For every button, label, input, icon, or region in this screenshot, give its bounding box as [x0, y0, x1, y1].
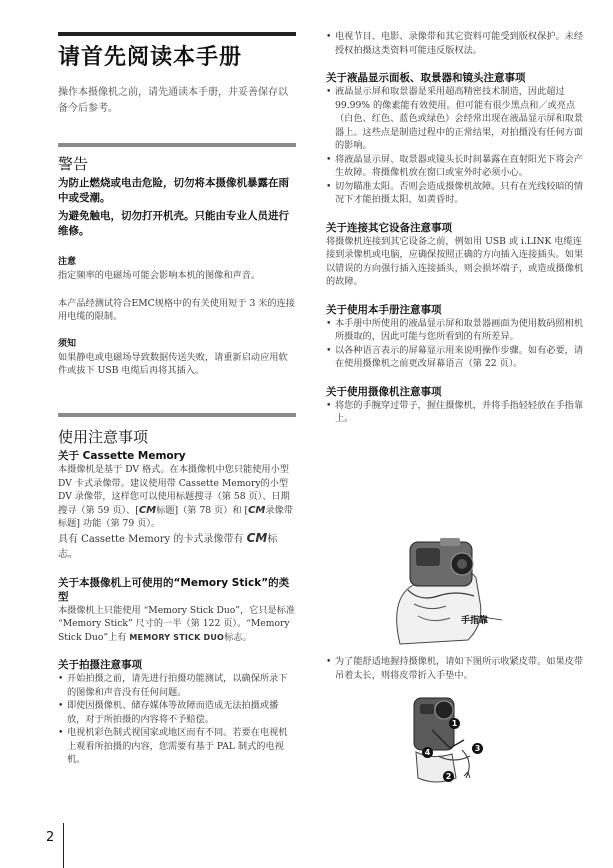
list-item: • 切勿瞄准太阳。否则会造成摄像机故障。只有在光线较暗的情况下才能拍摄太阳，如黄昏时。: [326, 180, 589, 207]
page-number: 2: [46, 830, 55, 845]
connect-text: 将摄像机连接到其它设备之前，例如用 USB 或 i.LINK 电缆连接到录像机或电脑，应确保按照正确的方向插入连接插头。如果以错误的方向强行插入连接插头，则会损坏端子，或造成摄像机的故障。: [326, 235, 584, 287]
camera-grip-illustration: [380, 532, 520, 652]
camera-list-1: [326, 399, 589, 426]
camera-heading: 关于使用摄像机注意事项: [326, 385, 442, 398]
warning-rule: [58, 143, 296, 147]
lcd-heading: 关于液晶显示面板、取景器和镜头注意事项: [326, 72, 526, 84]
memory-stick-duo-logo-icon: MEMORY STICK DUO: [129, 632, 225, 642]
copyright-list: [326, 30, 589, 57]
list-item: • 以各种语言表示的屏幕显示用来说明操作步骤。如有必要，请在使用摄像机之前更改屏幕语言（第 22 页）。: [326, 344, 589, 371]
list-item: • 即使因摄像机、储存媒体等故障而造成无法拍摄或播放，对于所拍摄的内容将不予赔偿。: [58, 699, 296, 726]
memory-stick-text: [58, 604, 296, 645]
notice-text: 如果静电或电磁场导致数据传送失败，请重新启动应用软件或拔下 USB 电缆后再将其插入。: [58, 351, 288, 376]
warning-line-2: 为避免触电，切勿打开机壳。只能由专业人员进行维修。: [58, 210, 289, 237]
cassette-logo-line: [58, 531, 296, 562]
list-item: • 电视节目、电影、录像带和其它资料可能受到版权保护。未经授权拍摄这类资料可能违反版权法。: [326, 30, 589, 57]
notice-heading: 须知: [58, 338, 77, 349]
cassette-text-part1: 本摄像机是基于 DV 格式。在本摄像机中您只能使用小型 DV 卡式录像带。建议使用带 Cassette Memory的小型 DV 录像带，这样您可以使用标题搜寻（第 58 页）、日期搜寻（第 59 页）、[: [58, 464, 290, 516]
warning-section: [58, 143, 296, 378]
memory-stick-suffix: 标志。: [224, 631, 252, 643]
cassette-text-part2: 标题]（第 78 页）和 [: [156, 504, 249, 516]
list-item: • 将液晶显示屏、取景器或镜头长时间暴露在直射阳光下将会产生故障。将摄像机放在窗口或室外时必须小心。: [326, 153, 589, 180]
step-1-badge: 1: [449, 718, 460, 729]
cassette-text-part3: 录像带标题] 功能（第 79 页）。: [58, 504, 293, 529]
camera-grip-icon: [380, 532, 520, 652]
memory-stick-heading: 关于本摄像机上可使用的“Memory Stick”的类型: [58, 576, 290, 603]
intro-block: [58, 85, 296, 117]
list-item: • 为了能舒适地握持摄像机，请如下图所示收紧皮带。如果皮带吊着太长，则将皮带折入手垫中。: [326, 655, 589, 682]
recording-list: [58, 672, 296, 767]
step-2-badge: 2: [443, 771, 454, 782]
cassette-memory-text: [58, 463, 296, 531]
camera-list-2-wrap: [326, 655, 589, 682]
finger-rest-label: 手指靠: [461, 616, 489, 626]
list-item: • 开始拍摄之前，请先进行拍摄功能测试，以确保所录下的图像和声音没有任何问题。: [58, 672, 296, 699]
warning-heading: 警告: [58, 155, 89, 173]
cassette-logo-suffix: 标志。: [58, 533, 278, 560]
cassette-memory-heading: 关于 Cassette Memory: [58, 450, 186, 462]
memory-stick-text-main: 本摄像机上只能使用 “Memory Stick Duo”，它只是标准 “Memory Stick” 尺寸的一半（第 122 页）。“Memory Stick Duo”上有: [58, 604, 296, 643]
note-text: 指定频率的电磁场可能会影响本机的图像和声音。: [58, 270, 261, 281]
warning-line-1: 为防止燃烧或电击危险，切勿将本摄像机暴露在雨中或受潮。: [58, 177, 289, 204]
manual-heading: 关于使用本手册注意事项: [326, 303, 442, 316]
cm-logo-icon: CM: [246, 530, 268, 545]
cm-logo-icon: CM: [248, 504, 266, 516]
connect-heading: 关于连接其它设备注意事项: [326, 221, 452, 234]
usage-section: [58, 413, 296, 767]
usage-heading: 使用注意事项: [58, 428, 149, 446]
page-number-rule: [63, 823, 64, 868]
right-column: [326, 30, 589, 426]
note-heading: 注意: [58, 257, 77, 267]
lcd-list: [326, 85, 589, 207]
emc-text: 本产品经测试符合EMC规格中的有关使用短于 3 米的连接用电缆的限制。: [58, 297, 295, 322]
usage-rule: [58, 413, 296, 417]
cm-logo-icon: CM: [138, 504, 157, 516]
title-rule: [58, 32, 296, 36]
list-item: • 将您的手腕穿过带子，握住摄像机，并将手指轻轻放在手指靠上。: [326, 399, 589, 426]
step-3-badge: 3: [472, 743, 483, 754]
intro-text: 操作本摄像机之前，请先通读本手册，并妥善保存以备今后参考。: [58, 87, 288, 114]
camera-list-2: [326, 655, 589, 682]
list-item: • 液晶显示屏和取景器是采用超高精密技术制造，因此超过 99.99% 的像素能有效使用。但可能有很少黑点和／或亮点（白色、红色、蓝色或绿色）会经常出现在液晶显示屏和取景器上。这些点是制造过程中的正常结果，对拍摄没有任何方面的影响。: [326, 85, 589, 153]
list-item: • 电视机彩色制式视国家或地区而有不同。若要在电视机上观看所拍摄的内容，您需要有基于 PAL 制式的电视机。: [58, 726, 296, 767]
step-4-badge: 4: [422, 747, 433, 758]
list-item: • 本手册中所使用的液晶显示屏和取景器画面为使用数码照相机所摄取的，因此可能与您所看到的有所差异。: [326, 317, 589, 344]
manual-list: [326, 317, 589, 371]
cassette-logo-text: 具有 Cassette Memory 的卡式录像带有: [58, 533, 244, 545]
recording-heading: 关于拍摄注意事项: [58, 659, 142, 671]
page-title: 请首先阅读本手册: [58, 45, 243, 70]
